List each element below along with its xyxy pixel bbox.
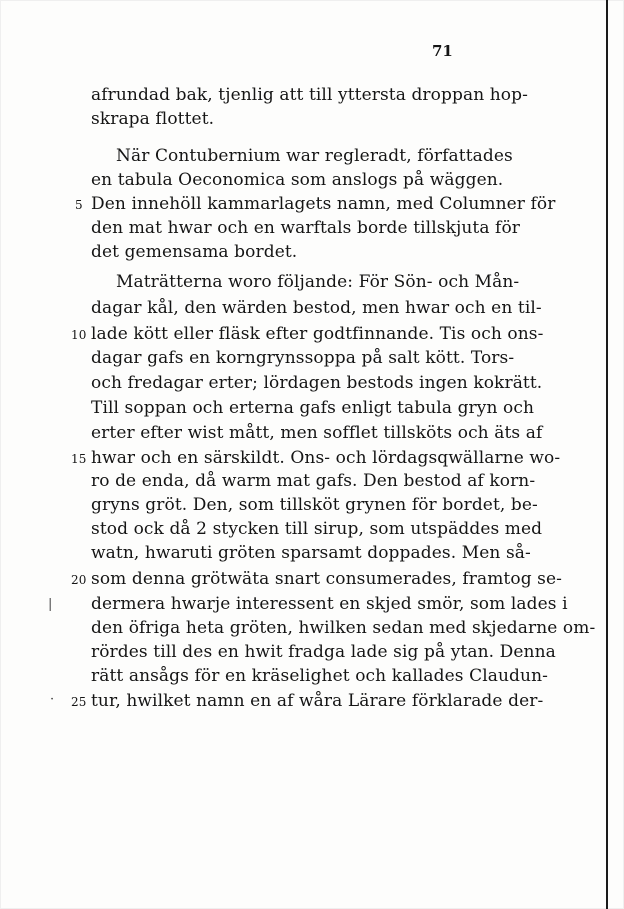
text-line: gryns gröt. Den, som tillsköt grynen för bordet, be- bbox=[91, 495, 538, 515]
text-line: ro de enda, då warm mat gafs. Den bestod af korn- bbox=[91, 471, 536, 491]
text-line: erter efter wist mått, men sofflet tillsköts och äts af bbox=[91, 423, 543, 443]
line-number: 10 bbox=[71, 328, 87, 342]
text-line: afrundad bak, tjenlig att till yttersta droppan hop- bbox=[91, 85, 528, 105]
text-line: den mat hwar och en warftals borde tillskjuta för bbox=[91, 218, 521, 238]
text-line: 10 lade kött eller fläsk efter godtfinnande. Tis och ons- bbox=[91, 322, 455, 346]
page-edge-rule bbox=[606, 0, 608, 909]
margin-mark: | bbox=[48, 597, 53, 612]
text-line: dagar gafs en korngrynssoppa på salt kött. Tors- bbox=[91, 348, 515, 368]
text-line: Maträtterna woro följande: För Sön- och Mån- bbox=[116, 272, 520, 292]
text-line: och fredagar erter; lördagen bestods ingen kokrätt. bbox=[91, 373, 543, 393]
text-line: watn, hwaruti gröten sparsamt doppades. Men så- bbox=[91, 543, 531, 563]
text-line: skrapa flottet. bbox=[91, 109, 215, 129]
text-line: 20 som denna grötwäta snart consumerades, framtog se- bbox=[91, 567, 455, 591]
text-line: Till soppan och erterna gafs enligt tabula gryn och bbox=[91, 398, 535, 418]
text-line: 5 Den innehöll kammarlagets namn, med Columner för bbox=[91, 192, 455, 216]
text-line: dermera hwarje interessent en skjed smör, som lades i bbox=[91, 594, 568, 614]
text-line: 25 tur, hwilket namn en af wåra Lärare förklarade der- bbox=[91, 689, 455, 713]
margin-mark: · bbox=[50, 692, 55, 707]
line-number: 5 bbox=[75, 198, 83, 212]
text-line: rätt ansågs för en kräselighet och kallades Claudun- bbox=[91, 666, 548, 686]
text-line: När Contubernium war regleradt, författades bbox=[116, 146, 513, 166]
text-line: dagar kål, den wärden bestod, men hwar och en til- bbox=[91, 298, 542, 318]
text-line: det gemensama bordet. bbox=[91, 242, 298, 262]
line-number: 20 bbox=[71, 573, 87, 587]
line-number: 15 bbox=[71, 452, 87, 466]
text-line: 15 hwar och en särskildt. Ons- och lördagsqwällarne wo- bbox=[91, 446, 455, 470]
text-line: stod ock då 2 stycken till sirup, som utspäddes med bbox=[91, 519, 543, 539]
text-line: rördes till des en hwit fradga lade sig på ytan. Denna bbox=[91, 642, 556, 662]
text-line: den öfriga heta gröten, hwilken sedan med skjedarne om- bbox=[91, 618, 596, 638]
text-line: en tabula Oeconomica som anslogs på wäggen. bbox=[91, 170, 504, 190]
page-number: 71 bbox=[432, 42, 453, 60]
line-number: 25 bbox=[71, 695, 87, 709]
